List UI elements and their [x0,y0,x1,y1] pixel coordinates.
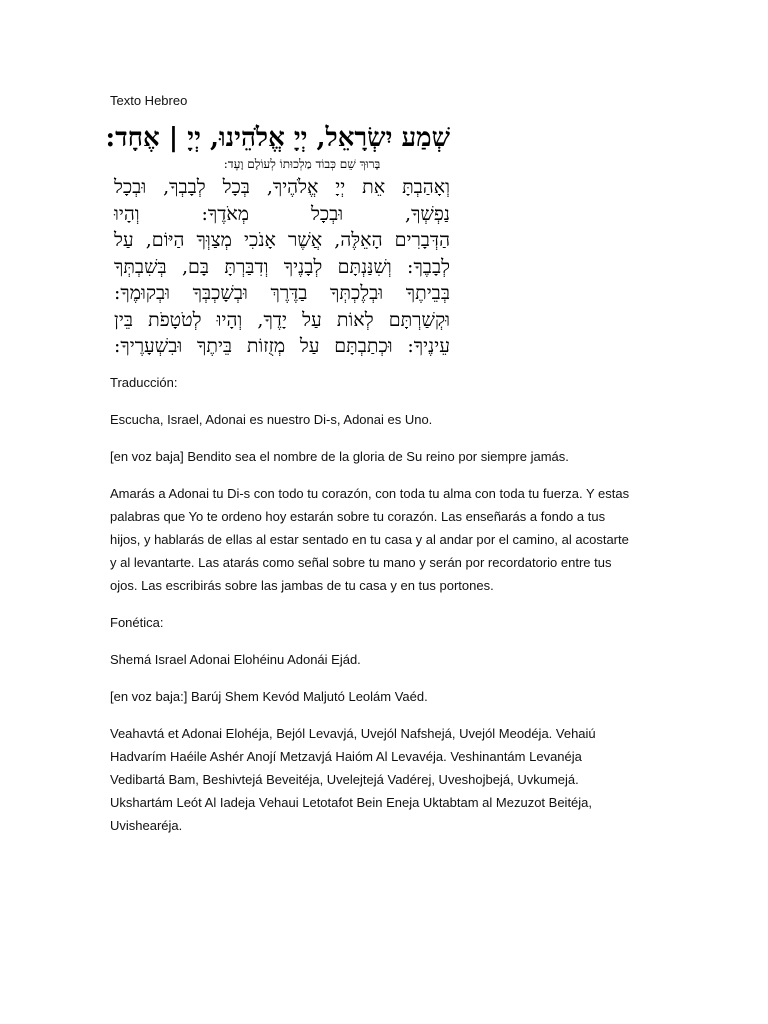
translation-shema: Escucha, Israel, Adonai es nuestro Di-s, Adonai es Uno. [110,411,433,427]
document-title: Texto Hebreo [110,93,188,108]
hebrew-line-2: נַפְשְׁךָ, וּבְכָל מְאֹדֶךָ: וְהָיוּ [114,202,450,225]
hebrew-line-6: וּקְשַׁרְתָּם לְאוֹת עַל יָדֶךָ, וְהָיוּ לְטֹטָפֹת בֵּין [114,308,450,331]
hebrew-shema-line: שְׁמַע יִשְׂרָאֵל, יְיָ אֱלֹהֵינוּ, יְיָ | אֶחָד: [105,123,450,153]
hebrew-text-block [105,120,450,360]
phonetic-line-5: Uvishearéja. [110,817,183,833]
translation-line-3: hijos, y hablarás de ellas al estar sentado en tu casa y al andar por el camino, al acostarte [110,531,629,547]
hebrew-line-1: וְאָהַבְתָּ אֵת יְיָ אֱלֹהֶיךָ, בְּכָל לְבָבְךָ, וּבְכָל [114,176,450,198]
translation-line-2: palabras que Yo te ordeno hoy estarán sobre tu corazón. Las enseñarás a fondo a tus [110,508,606,524]
hebrew-line-7: עֵינֶיךָ: וּכְתַבְתָּם עַל מְזֻזוֹת בֵּיתֶךָ וּבִשְׁעָרֶיךָ: [114,335,450,357]
translation-paragraph [110,482,670,597]
phonetic-paragraph [110,722,670,837]
phonetic-line-2: Hadvarím Haéile Ashér Anojí Metzavjá Haióm Al Levavéja. Veshinantám Levanéja [110,748,582,764]
translation-line-1: Amarás a Adonai tu Di-s con todo tu corazón, con toda tu alma con toda tu fuerza. Y estas [110,485,630,501]
phonetic-shema: Shemá Israel Adonai Elohéinu Adonái Ejád. [110,651,361,667]
phonetic-line-3: Vedibartá Bam, Beshivtejá Beveitéja, Uvelejtejá Vadérej, Uveshojbejá, Uvkumejá. [110,771,579,787]
document-page [105,92,670,837]
translation-heading: Traducción: [110,374,178,390]
phonetic-heading: Fonética: [110,614,164,630]
translation-line-5: ojos. Las escribirás sobre las jambas de tu casa y en tus portones. [110,577,494,593]
phonetic-line-1: Veahavtá et Adonai Elohéja, Bejól Levavjá, Uvejól Nafshejá, Uvejól Meodéja. Vehaiú [110,725,596,741]
phonetic-line-4: Ukshartám Leót Al Iadeja Vehaui Letotafot Bein Eneja Uktabtam al Mezuzot Beitéja, [110,794,593,810]
phonetic-baruch: [en voz baja:] Barúj Shem Kevód Maljutó Leolám Vaéd. [110,688,428,704]
translation-baruch: [en voz baja] Bendito sea el nombre de la gloria de Su reino por siempre jamás. [110,448,569,464]
hebrew-line-5: בְּבֵיתֶךָ וּבְלֶכְתְּךָ בַדֶּרֶךְ וּבְשָׁכְבְּךָ וּבְקוּמֶךָ: [114,282,450,304]
hebrew-line-3: הַדְּבָרִים הָאֵלֶּה, אֲשֶׁר אָנֹכִי מְצַוְּךָ הַיּוֹם, עַל [114,229,450,251]
translation-line-4: y al levantarte. Las atarás como señal sobre tu mano y serán por recordatorio entre tus [110,554,612,570]
hebrew-baruch-line: בָּרוּךְ שֵׁם כְּבוֹד מַלְכוּתוֹ לְעוֹלָם וָעֶד: [223,157,381,171]
hebrew-line-4: לְבָבֶךָ: וְשִׁנַּנְתָּם לְבָנֶיךָ וְדִבַּרְתָּ בָּם, בְּשִׁבְתְּךָ [114,255,450,278]
